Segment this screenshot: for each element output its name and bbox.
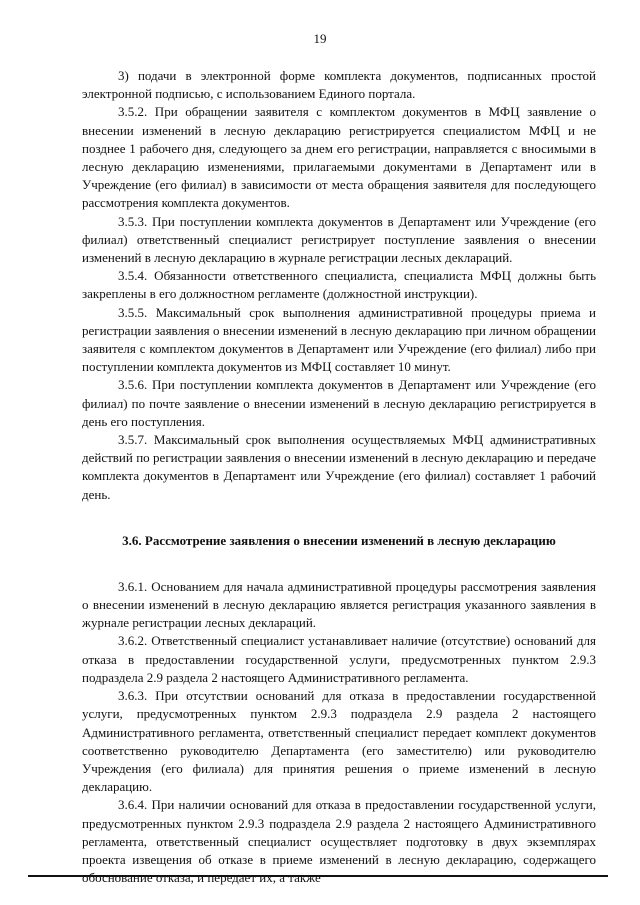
- paragraph-3-6-1: 3.6.1. Основанием для начала административной процедуры рассмотрения заявления о внесении изменений в лесную декларацию является регистрация указанного заявления в журнале регистрации лесных деклараций.: [82, 578, 596, 631]
- paragraph-3-6-4: 3.6.4. При наличии оснований для отказа в предоставлении государственной услуги, предусмотренных пунктом 2.9.3 подраздела 2.9 раздела 2 настоящего Административного регламента, ответственный специалист осуществляет подготовку в двух экземплярах проекта извещения об отказе в приеме изменений в лесную декларацию, содержащего обоснование отказа, и передает их, а также: [82, 797, 596, 886]
- paragraph-3-5-3: 3.5.3. При поступлении комплекта документов в Департамент или Учреждение (его филиал) ответственный специалист регистрирует поступление заявления о внесении изменений в лесную декларацию в журнале регистрации лесных деклараций.: [82, 213, 596, 266]
- bottom-divider: [28, 875, 608, 877]
- paragraph-3-5-5: 3.5.5. Максимальный срок выполнения административной процедуры приема и регистрации заявления о внесении изменений в лесную декларацию при личном обращении заявителя с комплектом документов в Департамент или Учреждение (его филиал) либо при поступлении комплекта документов из МФЦ составляет 10 минут.: [82, 304, 596, 375]
- paragraph-3-5-6: 3.5.6. При поступлении комплекта документов в Департамент или Учреждение (его филиал) по почте заявление о внесении изменений в лесную декларацию регистрируется в день его поступления.: [82, 377, 596, 429]
- paragraph-3-5-4: 3.5.4. Обязанности ответственного специалиста, специалиста МФЦ должны быть закреплены в его должностном регламенте (должностной инструкции).: [82, 268, 596, 302]
- document-body: [82, 67, 596, 887]
- paragraph-3-5-2: 3.5.2. При обращении заявителя с комплектом документов в МФЦ заявление о внесении изменений в лесную декларацию регистрируется специалистом МФЦ и не позднее 1 рабочего дня, следующего за днем его регистрации, направляется с вносимыми в лесную декларацию изменениями, прилагаемыми документами в Департамент или в Учреждение (его филиал) в зависимости от места обращения заявителя для последующего рассмотрения комплекта документов.: [82, 104, 596, 211]
- paragraph-3-item-3: 3) подачи в электронной форме комплекта документов, подписанных простой электронной подписью, с использованием Единого портала.: [82, 68, 596, 102]
- paragraph-3-5-7: 3.5.7. Максимальный срок выполнения осуществляемых МФЦ административных действий по регистрации заявления о внесении изменений в лесную декларацию и передаче комплекта документов в Департамент или Учреждение (его филиал) составляет 1 рабочий день.: [82, 432, 596, 502]
- paragraph-3-6-2: 3.6.2. Ответственный специалист устанавливает наличие (отсутствие) оснований для отказа в предоставлении государственной услуги, предусмотренных пунктом 2.9.3 подраздела 2.9 раздела 2 настоящего Административного регламента.: [82, 633, 596, 685]
- paragraph-3-6-3: 3.6.3. При отсутствии оснований для отказа в предоставлении государственной услуги, предусмотренных пунктом 2.9.3 подраздела 2.9 раздела 2 настоящего Административного регламента, ответственный специалист передает комплект документов соответственно руководителю Департамента (его заместителю) или руководителю Учреждения (его филиала) для принятия решения о приеме изменений в лесную декларацию.: [82, 688, 596, 795]
- section-heading-3-6: 3.6. Рассмотрение заявления о внесении изменений в лесную декларацию: [122, 532, 556, 548]
- page-number: 19: [313, 31, 327, 46]
